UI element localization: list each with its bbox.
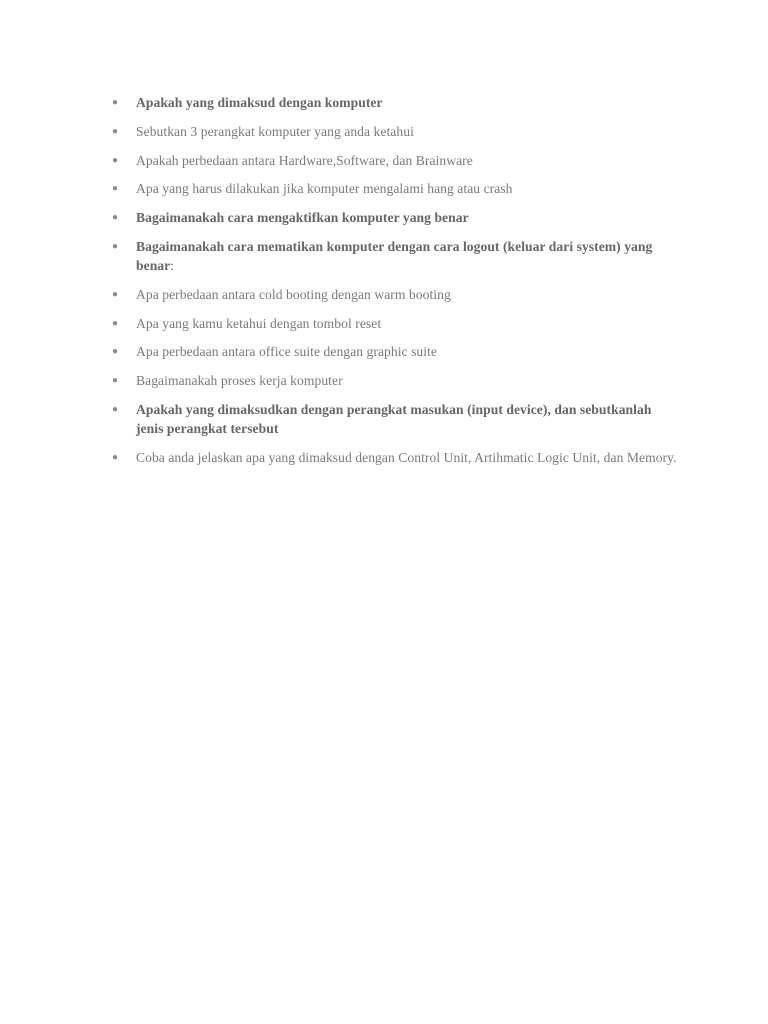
question-text: Apakah yang dimaksud dengan komputer [136,95,383,110]
question-item [112,371,682,390]
question-item [112,237,682,275]
bullet-icon: ● [112,183,119,195]
question-text: Bagaimanakah cara mengaktifkan komputer yang benar [136,210,469,226]
bullet-icon: ● [112,403,119,415]
bullet-icon: ● [112,125,119,137]
question-list [112,93,682,477]
bullet-icon: ● [112,154,119,166]
question-text: Apa perbedaan antara cold booting dengan warm booting [136,286,451,302]
question-text: Apa yang harus dilakukan jika komputer mengalami hang atau crash [136,181,513,197]
question-item [112,151,682,170]
question-suffix: : [170,257,175,273]
bullet-icon: ● [112,346,119,358]
question-item [112,93,682,112]
bullet-icon: ● [112,375,119,387]
question-text: Sebutkan 3 perangkat komputer yang anda ketahui [136,123,414,139]
question-text: Coba anda jelaskan apa yang dimaksud dengan Control Unit, Artihmatic Logic Unit, dan Memory. [136,449,677,465]
question-item [112,208,682,227]
bullet-icon: ● [112,97,119,108]
question-text: Apa yang kamu ketahui dengan tombol reset [136,315,382,331]
question-item [112,400,682,438]
bullet-icon: ● [112,288,119,300]
bullet-icon: ● [112,451,119,463]
question-item [112,122,682,141]
question-item [112,448,682,467]
question-text: Apakah perbedaan antara Hardware,Software, dan Brainware [136,152,473,168]
bullet-icon: ● [112,212,119,224]
question-text: Bagaimanakah cara mematikan komputer dengan cara logout (keluar dari system) yang benar [136,238,653,273]
question-item [112,179,682,198]
question-item [112,342,682,361]
question-text: Bagaimanakah proses kerja komputer [136,373,343,389]
bullet-icon: ● [112,240,119,252]
question-item [112,285,682,304]
question-text: Apa perbedaan antara office suite dengan graphic suite [136,344,437,360]
question-item [112,314,682,333]
question-text: Apakah yang dimaksudkan dengan perangkat masukan (input device), dan sebutkanlah jenis perangkat tersebut [136,401,652,436]
bullet-icon: ● [112,317,119,329]
